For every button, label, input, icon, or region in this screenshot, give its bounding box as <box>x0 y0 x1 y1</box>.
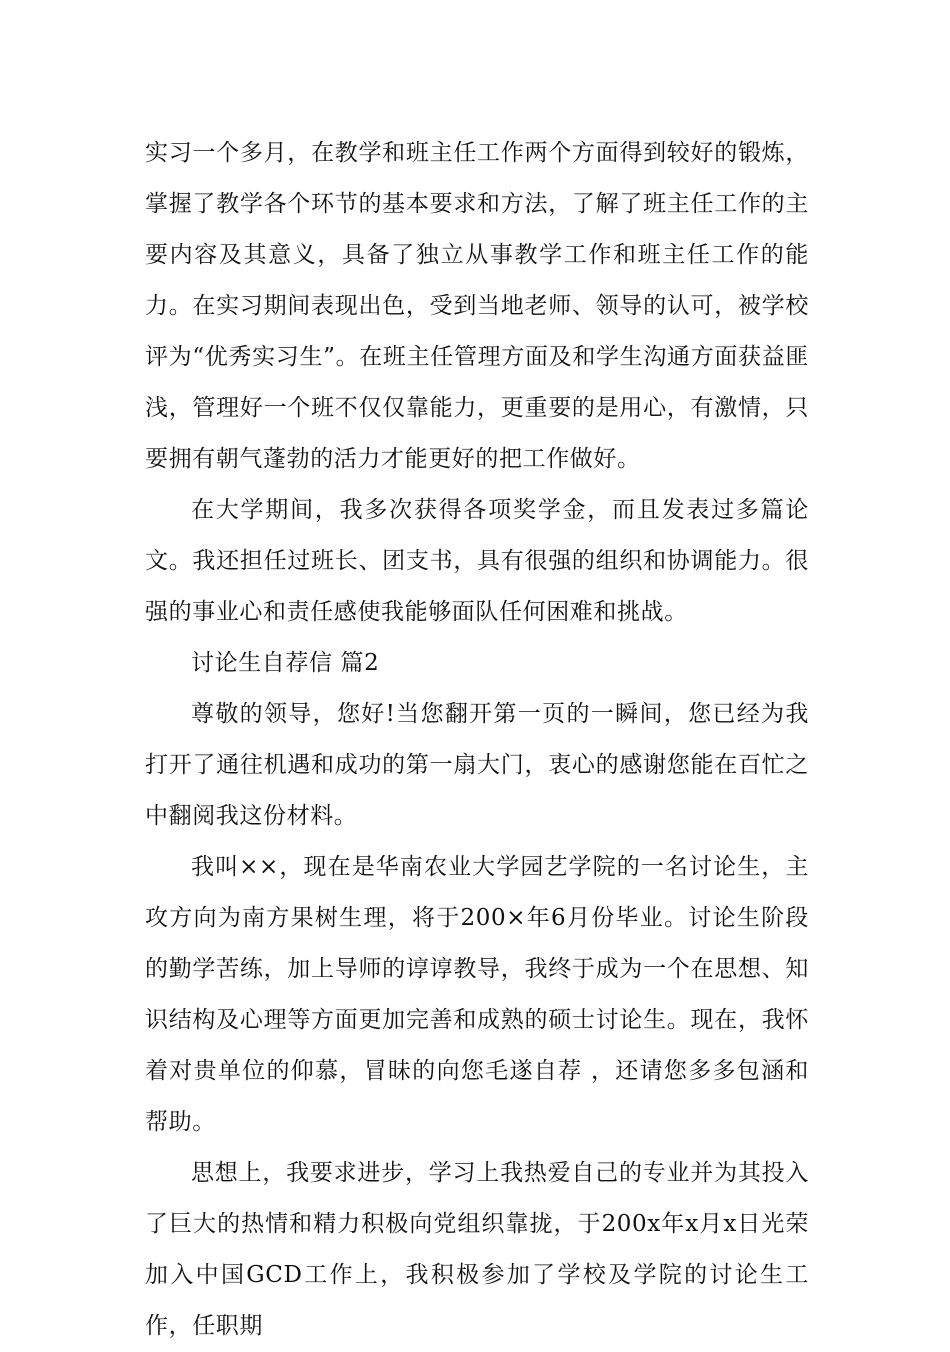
paragraph-greeting: 尊敬的领导，您好!当您翻开第一页的一瞬间，您已经为我打开了通往机遇和成功的第一扇大门，衷心的感谢您能在百忙之中翻阅我这份材料。 <box>145 701 809 829</box>
paragraph-introduction: 我叫××，现在是华南农业大学园艺学院的一名讨论生，主攻方向为南方果树生理，将于200×年6月份毕业。讨论生阶段的勤学苦练，加上导师的谆谆教导，我终于成为一个在思想、知识结构及心理等方面更加完善和成熟的硕士讨论生。现在，我怀着对贵单位的仰慕，冒昧的向您毛遂自荐 ，还请您多多包涵和帮助。 <box>145 854 809 1135</box>
document-body <box>145 128 809 1352</box>
paragraph-thinking: 思想上，我要求进步，学习上我热爱自己的专业并为其投入了巨大的热情和精力积极向党组织靠拢，于200x年x月x日光荣加入中国GCD工作上，我积极参加了学校及学院的讨论生工作，任职期 <box>145 1160 809 1339</box>
section-heading: 讨论生自荐信 篇2 <box>191 650 380 676</box>
paragraph-internship: 实习一个多月，在教学和班主任工作两个方面得到较好的锻炼，掌握了教学各个环节的基本要求和方法，了解了班主任工作的主要内容及其意义，具备了独立从事教学工作和班主任工作的能力。在实习期间表现出色，受到当地老师、领导的认可，被学校评为“优秀实习生”。在班主任管理方面及和学生沟通方面获益匪浅，管理好一个班不仅仅靠能力，更重要的是用心，有激情，只要拥有朝气蓬勃的活力才能更好的把工作做好。 <box>145 140 809 472</box>
paragraph-university: 在大学期间，我多次获得各项奖学金，而且发表过多篇论文。我还担任过班长、团支书，具有很强的组织和协调能力。很强的事业心和责任感使我能够面队任何困难和挑战。 <box>145 497 809 625</box>
